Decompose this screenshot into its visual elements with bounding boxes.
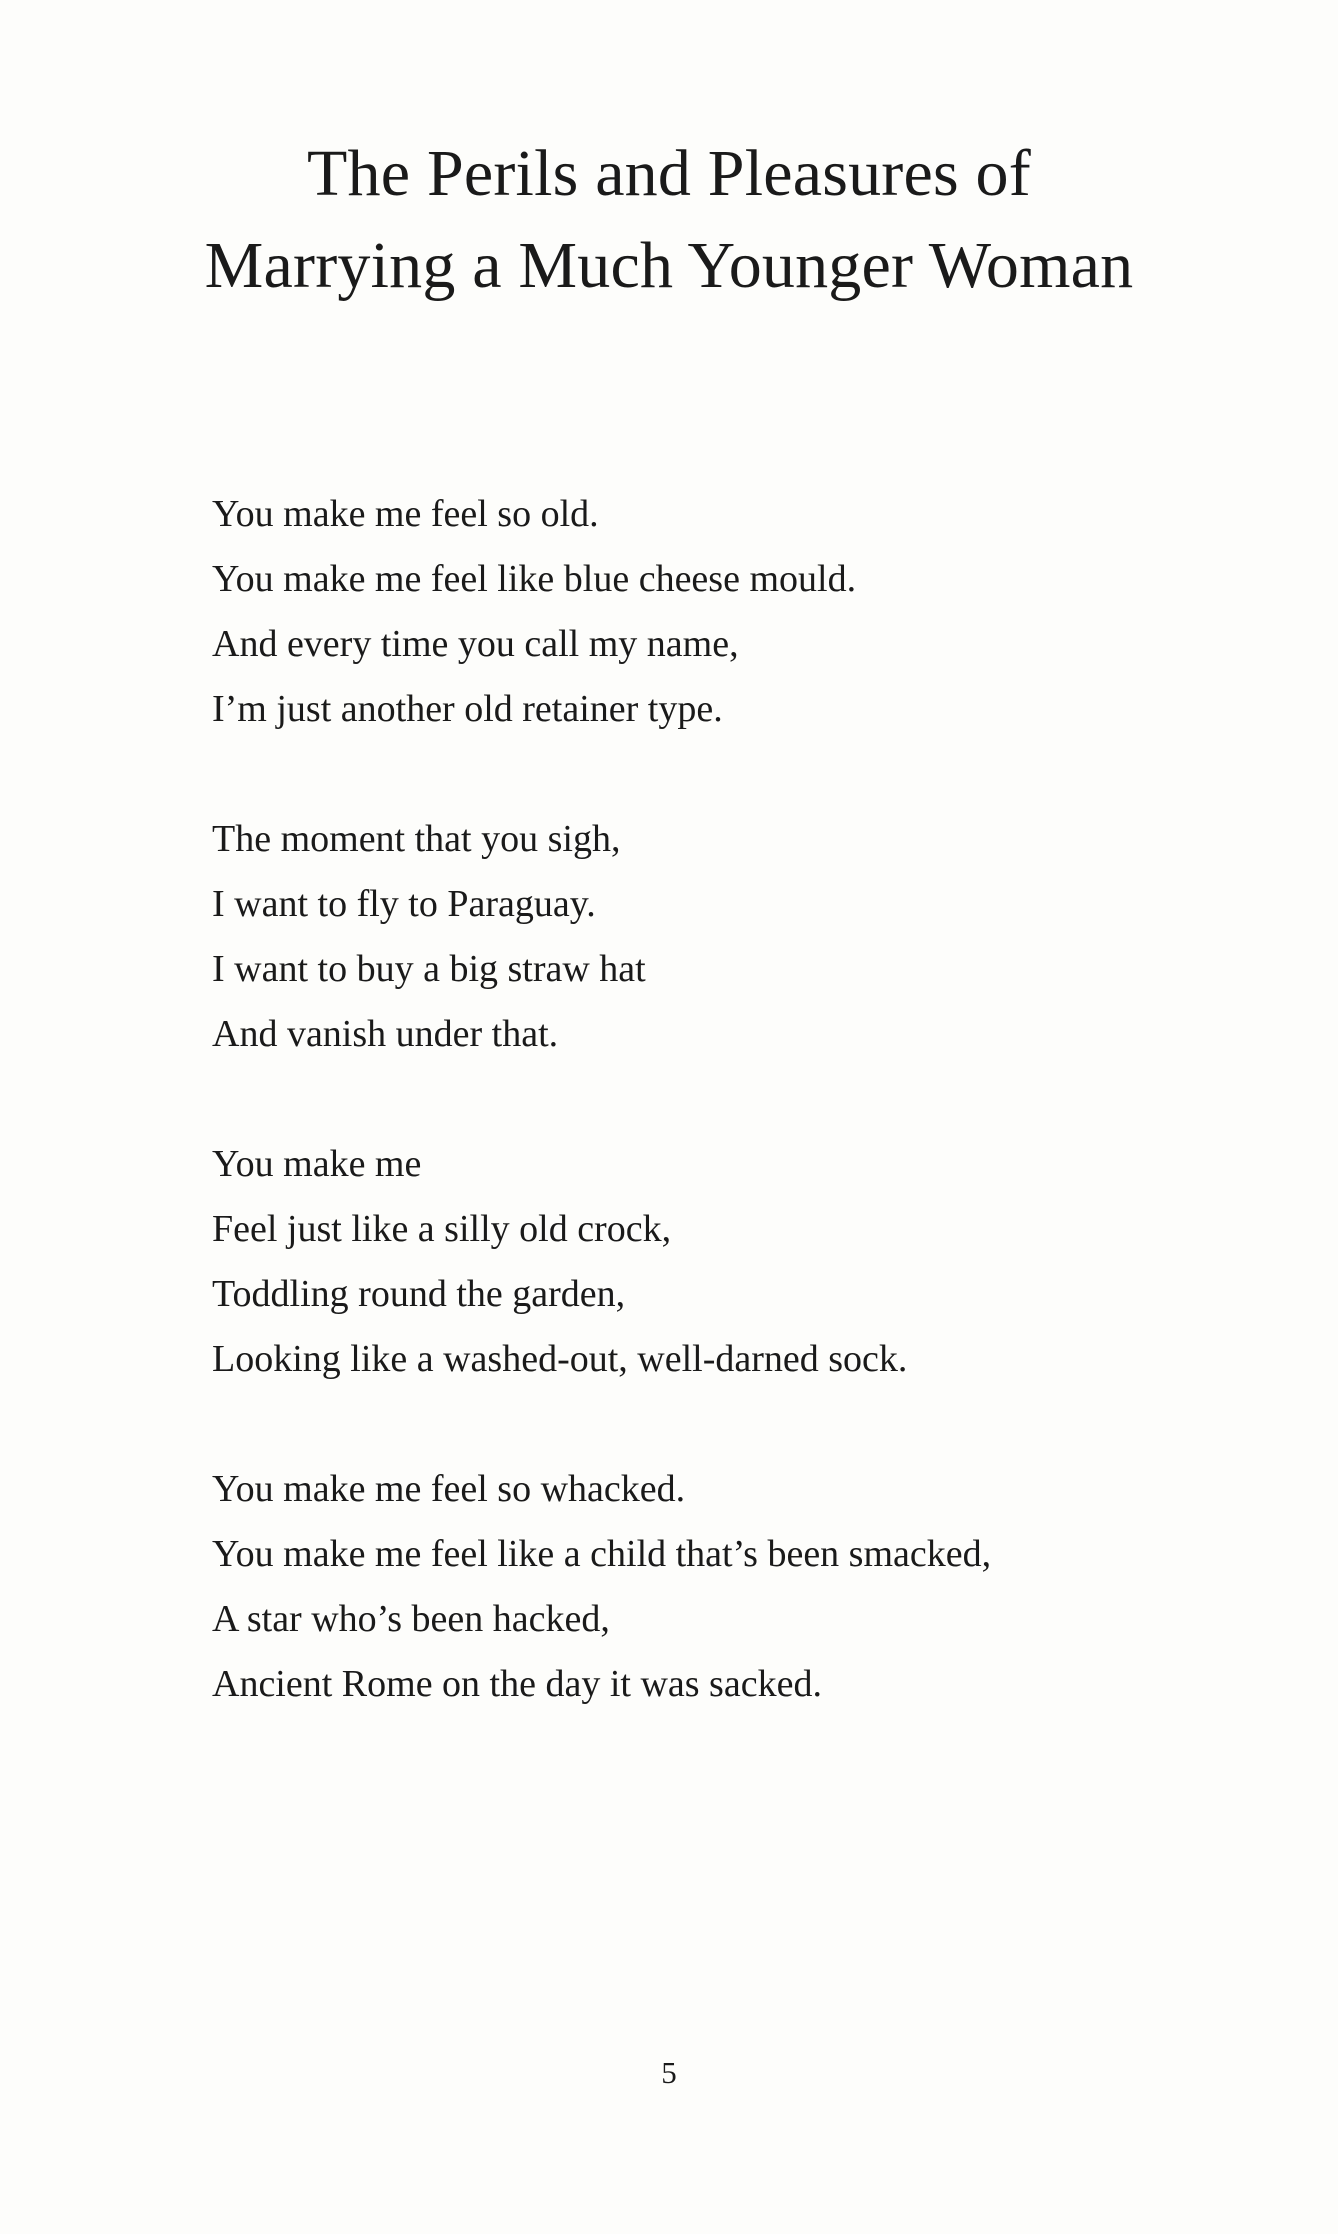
poem-title-line-1: The Perils and Pleasures of xyxy=(307,137,1031,210)
poem-line: I want to buy a big straw hat xyxy=(212,948,646,990)
poem-line: I want to fly to Paraguay. xyxy=(212,883,596,925)
poem-title xyxy=(0,128,1338,312)
poem-body xyxy=(212,482,1272,1782)
stanza-3 xyxy=(212,1132,1272,1392)
poem-line: Toddling round the garden, xyxy=(212,1273,626,1315)
poem-line: And every time you call my name, xyxy=(212,623,739,665)
poem-line: You make me feel like blue cheese mould. xyxy=(212,558,857,600)
poem-line: Feel just like a silly old crock, xyxy=(212,1208,672,1250)
poem-title-line-2: Marrying a Much Younger Woman xyxy=(204,229,1134,302)
page-number: 5 xyxy=(661,2055,677,2090)
poem-line: You make me feel so whacked. xyxy=(212,1468,686,1510)
stanza-2 xyxy=(212,807,1272,1067)
poem-line: A star who’s been hacked, xyxy=(212,1598,610,1640)
stanza-1 xyxy=(212,482,1272,742)
poem-line: I’m just another old retainer type. xyxy=(212,688,723,730)
poem-line: Ancient Rome on the day it was sacked. xyxy=(212,1663,822,1705)
stanza-4 xyxy=(212,1457,1272,1717)
poem-line: The moment that you sigh, xyxy=(212,818,621,860)
poem-line: Looking like a washed-out, well-darned sock. xyxy=(212,1338,908,1380)
poem-line: You make me feel like a child that’s been smacked, xyxy=(212,1533,992,1575)
poem-line: You make me feel so old. xyxy=(212,493,599,535)
poem-line: You make me xyxy=(212,1143,422,1185)
poem-line: And vanish under that. xyxy=(212,1013,559,1055)
